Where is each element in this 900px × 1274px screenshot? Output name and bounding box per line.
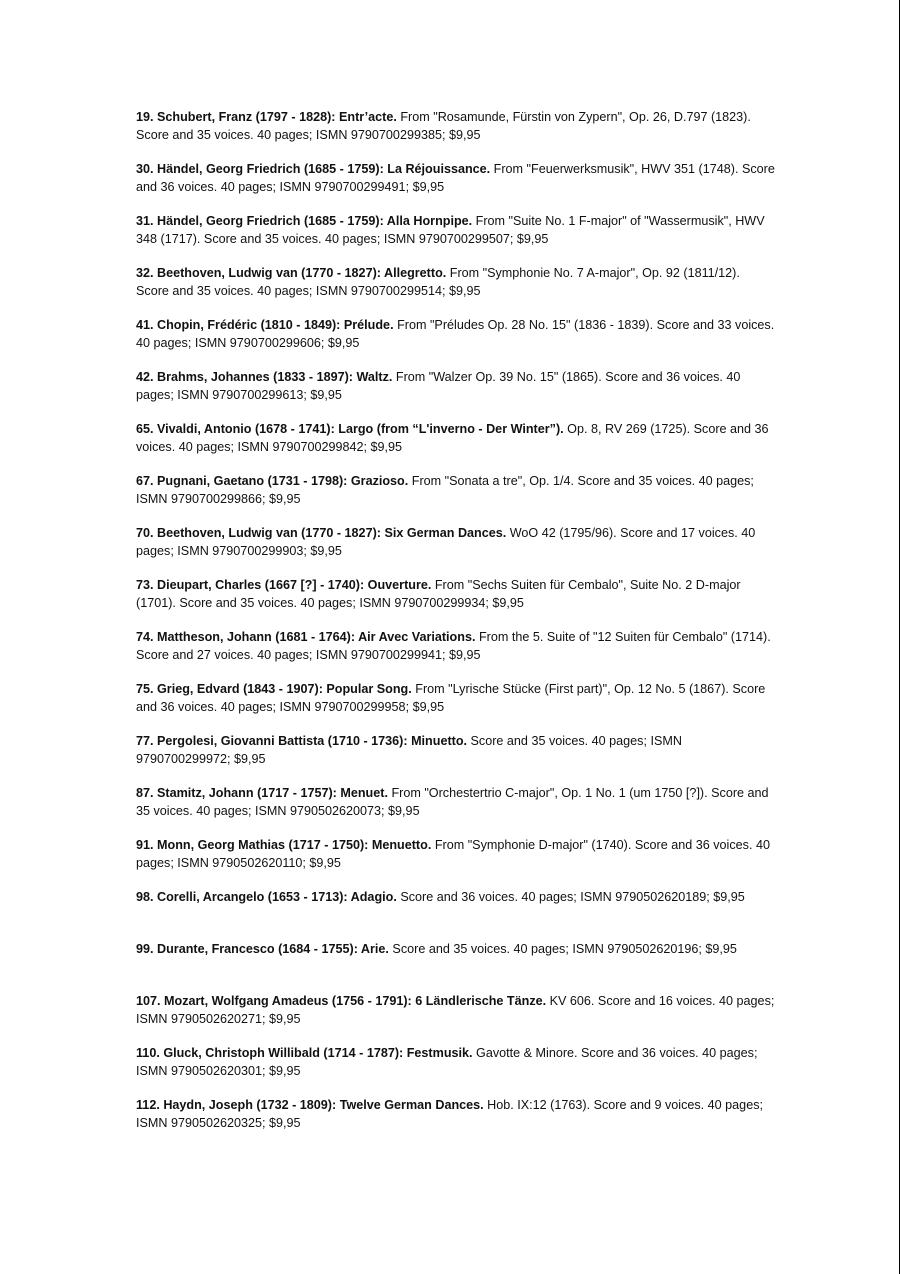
- catalog-entry: [136, 472, 776, 508]
- catalog-entry: [136, 836, 776, 872]
- catalog-entry: [136, 1096, 776, 1132]
- catalog-entry: [136, 992, 776, 1028]
- entry-heading: 30. Händel, Georg Friedrich (1685 - 1759): La Réjouissance.: [136, 162, 491, 176]
- entry-details: From "Symphonie D-major" (1740). Score and 36 voices. 40 pages; ISMN 9790502620110; $9,95: [136, 838, 770, 870]
- entry-heading: 73. Dieupart, Charles (1667 [?] - 1740): Ouverture.: [136, 578, 432, 592]
- entry-heading: 87. Stamitz, Johann (1717 - 1757): Menuet.: [136, 786, 388, 800]
- catalog-entry: [136, 576, 776, 612]
- catalog-entry: [136, 680, 776, 716]
- entry-details: Gavotte & Minore. Score and 36 voices. 40 pages; ISMN 9790502620301; $9,95: [136, 1046, 758, 1078]
- entry-heading: 110. Gluck, Christoph Willibald (1714 - 1787): Festmusik.: [136, 1046, 473, 1060]
- entry-details: Score and 35 voices. 40 pages; ISMN 9790700299972; $9,95: [136, 734, 682, 766]
- entry-details: From "Sonata a tre", Op. 1/4. Score and 35 voices. 40 pages; ISMN 9790700299866; $9,95: [136, 474, 754, 506]
- entry-heading: 98. Corelli, Arcangelo (1653 - 1713): Adagio.: [136, 890, 397, 904]
- entry-heading: 77. Pergolesi, Giovanni Battista (1710 - 1736): Minuetto.: [136, 734, 468, 748]
- entry-heading: 32. Beethoven, Ludwig van (1770 - 1827): Allegretto.: [136, 266, 447, 280]
- entry-details: Op. 8, RV 269 (1725). Score and 36 voices. 40 pages; ISMN 9790700299842; $9,95: [136, 422, 769, 454]
- entry-details: From "Lyrische Stücke (First part)", Op. 12 No. 5 (1867). Score and 36 voices. 40 pages; ISMN 9790700299958; $9,95: [136, 682, 766, 714]
- catalog-entry: [136, 784, 776, 820]
- entry-heading: 19. Schubert, Franz (1797 - 1828): Entr’acte.: [136, 110, 397, 124]
- entry-heading: 41. Chopin, Frédéric (1810 - 1849): Prélude.: [136, 318, 394, 332]
- entry-details: From "Feuerwerksmusik", HWV 351 (1748). Score and 36 voices. 40 pages; ISMN 9790700299491; $9,95: [136, 162, 775, 194]
- entry-details: From "Orchestertrio C-major", Op. 1 No. 1 (um 1750 [?]). Score and 35 voices. 40 pages; ISMN 9790502620073; $9,95: [136, 786, 769, 818]
- catalog-entry: [136, 1044, 776, 1080]
- catalog-entry: [136, 732, 776, 768]
- catalog-entry: [136, 940, 776, 976]
- entry-heading: 42. Brahms, Johannes (1833 - 1897): Waltz.: [136, 370, 393, 384]
- entry-details: From "Rosamunde, Fürstin von Zypern", Op. 26, D.797 (1823). Score and 35 voices. 40 pages; ISMN 9790700299385; $9,95: [136, 110, 751, 142]
- catalog-entry: [136, 160, 776, 196]
- entry-heading: 70. Beethoven, Ludwig van (1770 - 1827): Six German Dances.: [136, 526, 507, 540]
- entry-heading: 65. Vivaldi, Antonio (1678 - 1741): Largo (from “L'inverno - Der Winter”).: [136, 422, 564, 436]
- catalog-entry: [136, 264, 776, 300]
- entry-heading: 107. Mozart, Wolfgang Amadeus (1756 - 1791): 6 Ländlerische Tänze.: [136, 994, 547, 1008]
- catalog-entry: [136, 524, 776, 560]
- entry-details: From "Suite No. 1 F-major" of "Wassermusik", HWV 348 (1717). Score and 35 voices. 40 pages; ISMN 9790700299507; $9,95: [136, 214, 765, 246]
- entry-details: WoO 42 (1795/96). Score and 17 voices. 40 pages; ISMN 9790700299903; $9,95: [136, 526, 756, 558]
- catalog-entry: [136, 212, 776, 248]
- catalog-entry: [136, 628, 776, 664]
- entry-details: From "Préludes Op. 28 No. 15" (1836 - 1839). Score and 33 voices. 40 pages; ISMN 9790700299606; $9,95: [136, 318, 775, 350]
- catalog-entry-list: [136, 108, 776, 1148]
- entry-details: From "Sechs Suiten für Cembalo", Suite No. 2 D-major (1701). Score and 35 voices. 40 pages; ISMN 9790700299934; $9,95: [136, 578, 741, 610]
- entry-details: Score and 36 voices. 40 pages; ISMN 9790502620189; $9,95: [396, 890, 745, 904]
- entry-details: Hob. IX:12 (1763). Score and 9 voices. 40 pages; ISMN 9790502620325; $9,95: [136, 1098, 763, 1130]
- catalog-entry: [136, 316, 776, 352]
- entry-heading: 74. Mattheson, Johann (1681 - 1764): Air Avec Variations.: [136, 630, 476, 644]
- entry-heading: 91. Monn, Georg Mathias (1717 - 1750): Menuetto.: [136, 838, 432, 852]
- entry-heading: 112. Haydn, Joseph (1732 - 1809): Twelve German Dances.: [136, 1098, 484, 1112]
- entry-heading: 67. Pugnani, Gaetano (1731 - 1798): Grazioso.: [136, 474, 409, 488]
- catalog-entry: [136, 108, 776, 144]
- catalog-entry: [136, 368, 776, 404]
- entry-details: Score and 35 voices. 40 pages; ISMN 9790502620196; $9,95: [388, 942, 737, 956]
- entry-details: KV 606. Score and 16 voices. 40 pages; ISMN 9790502620271; $9,95: [136, 994, 775, 1026]
- entry-heading: 75. Grieg, Edvard (1843 - 1907): Popular Song.: [136, 682, 412, 696]
- catalog-entry: [136, 420, 776, 456]
- entry-details: From the 5. Suite of "12 Suiten für Cembalo" (1714). Score and 27 voices. 40 pages; ISMN 9790700299941; $9,95: [136, 630, 771, 662]
- catalog-entry: [136, 888, 776, 924]
- entry-details: From "Walzer Op. 39 No. 15" (1865). Score and 36 voices. 40 pages; ISMN 9790700299613; $9,95: [136, 370, 741, 402]
- entry-details: From "Symphonie No. 7 A-major", Op. 92 (1811/12). Score and 35 voices. 40 pages; ISMN 9790700299514; $9,95: [136, 266, 740, 298]
- entry-heading: 99. Durante, Francesco (1684 - 1755): Arie.: [136, 942, 389, 956]
- entry-heading: 31. Händel, Georg Friedrich (1685 - 1759): Alla Hornpipe.: [136, 214, 473, 228]
